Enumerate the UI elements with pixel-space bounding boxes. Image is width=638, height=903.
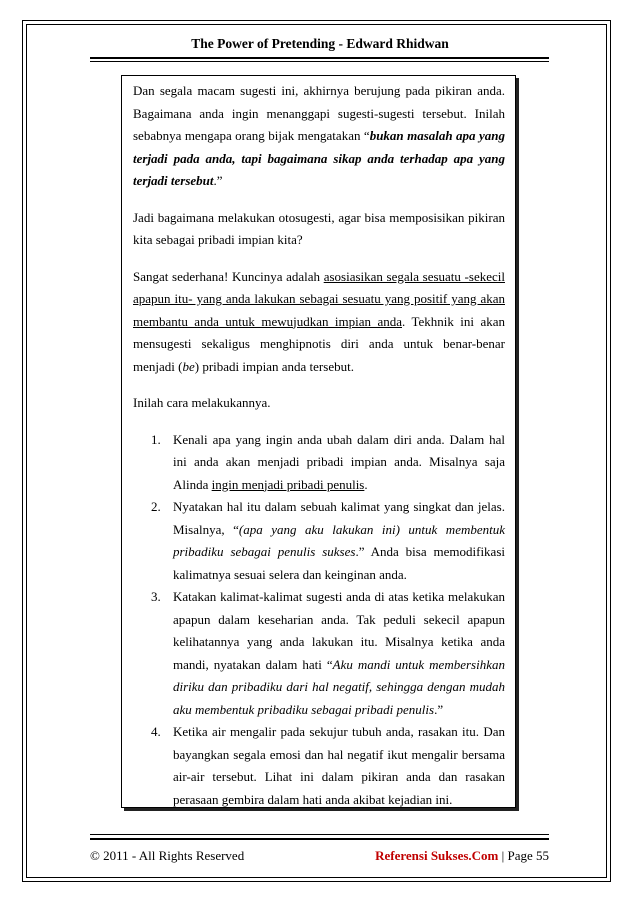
paragraph-1-text: Dan segala macam sugesti ini, akhirnya berujung pada pikiran anda. Bagaimana anda ingin menanggapi sugesti-sugesti tersebut. Inilah sebabnya mengapa orang bijak mengatakan “ xyxy=(133,83,505,143)
header-rule-thin xyxy=(90,61,549,62)
list-text: Ketika air mengalir pada sekujur tubuh anda, rasakan itu. Dan bayangkan segala emosi dan hal negatif ikut mengalir bersama air-air tersebut. Lihat ini dalam pikiran anda dan rasakan perasaan gembira dalam hati anda akibat kejadian ini. xyxy=(173,724,505,807)
list-number: 3. xyxy=(151,589,161,604)
paragraph-3-text-2: . Tekhnik ini akan mensugesti sekaligus menghipnotis diri anda untuk benar-benar menjadi ( xyxy=(133,313,505,374)
paragraph-3-text: Sangat sederhana! Kuncinya adalah xyxy=(133,268,324,284)
page-header: The Power of Pretending - Edward Rhidwan xyxy=(191,36,449,51)
paragraph-1-quote: bukan masalah apa yang terjadi pada anda, tapi bagaimana sikap anda terhadap apa yang terjadi tersebut xyxy=(133,128,505,188)
paragraph-1 xyxy=(133,80,505,193)
footer-rule xyxy=(90,838,549,840)
footer-page-number: | Page 55 xyxy=(498,848,549,863)
list-end: .” xyxy=(434,701,444,717)
footer-page-info xyxy=(375,848,549,864)
list-italic: (apa yang aku lakukan ini) untuk membentuk pribadiku sebagai penulis sukses xyxy=(173,521,506,559)
list-underline: ingin menjadi pribadi penulis xyxy=(211,476,365,492)
list-number: 2. xyxy=(151,499,161,514)
list-text: Nyatakan hal itu dalam sebuah kalimat yang singkat dan jelas. Misalnya, “ xyxy=(173,499,505,537)
footer-copyright: © 2011 - All Rights Reserved xyxy=(90,848,245,863)
list-item xyxy=(133,586,505,721)
list-italic: Aku mandi untuk membersihkan diriku dan pribadiku dari hal negatif, sehingga dengan mudah aku membentuk pribadiku sebagai pribadi penulis xyxy=(173,656,505,717)
paragraph-2: Jadi bagaimana melakukan otosugesti, agar bisa memposisikan pikiran kita sebagai pribadi impian kita? xyxy=(133,209,505,247)
list-item xyxy=(133,721,505,811)
steps-list xyxy=(133,429,505,812)
content-body xyxy=(133,80,505,811)
footer-rule-thin xyxy=(90,834,549,835)
list-text: Kenali apa yang ingin anda ubah dalam diri anda. Dalam hal ini anda akan menjadi pribadi impian anda. Misalnya saja Alinda xyxy=(173,431,505,492)
header-rule xyxy=(90,57,549,59)
list-text: Katakan kalimat-kalimat sugesti anda di atas ketika melakukan apapun dalam keseharian anda. Tak peduli sekecil apapun kelihatannya yang anda lakukan itu. Misalnya ketika anda mandi, nyatakan dalam hati “ xyxy=(173,589,505,672)
footer-brand-link[interactable]: Referensi Sukses.Com xyxy=(375,848,499,863)
list-item xyxy=(133,429,505,497)
list-item xyxy=(133,496,505,586)
paragraph-3 xyxy=(133,266,505,379)
paragraph-1-end: .” xyxy=(213,173,223,188)
paragraph-3-underline: asosiasikan segala sesuatu -sekecil apapun itu- yang anda lakukan sebagai sesuatu yang positif yang akan membantu anda untuk mewujudkan impian anda xyxy=(133,268,505,329)
paragraph-3-end: ) pribadi impian anda tersebut. xyxy=(194,358,354,374)
list-number: 1. xyxy=(151,431,161,447)
list-end: . xyxy=(364,476,368,492)
list-number: 4. xyxy=(151,724,161,739)
paragraph-3-italic: be xyxy=(182,358,195,374)
paragraph-4: Inilah cara melakukannya. xyxy=(133,395,271,410)
list-end: .” Anda bisa memodifikasi kalimatnya sesuai selera dan keinginan anda. xyxy=(173,544,505,582)
